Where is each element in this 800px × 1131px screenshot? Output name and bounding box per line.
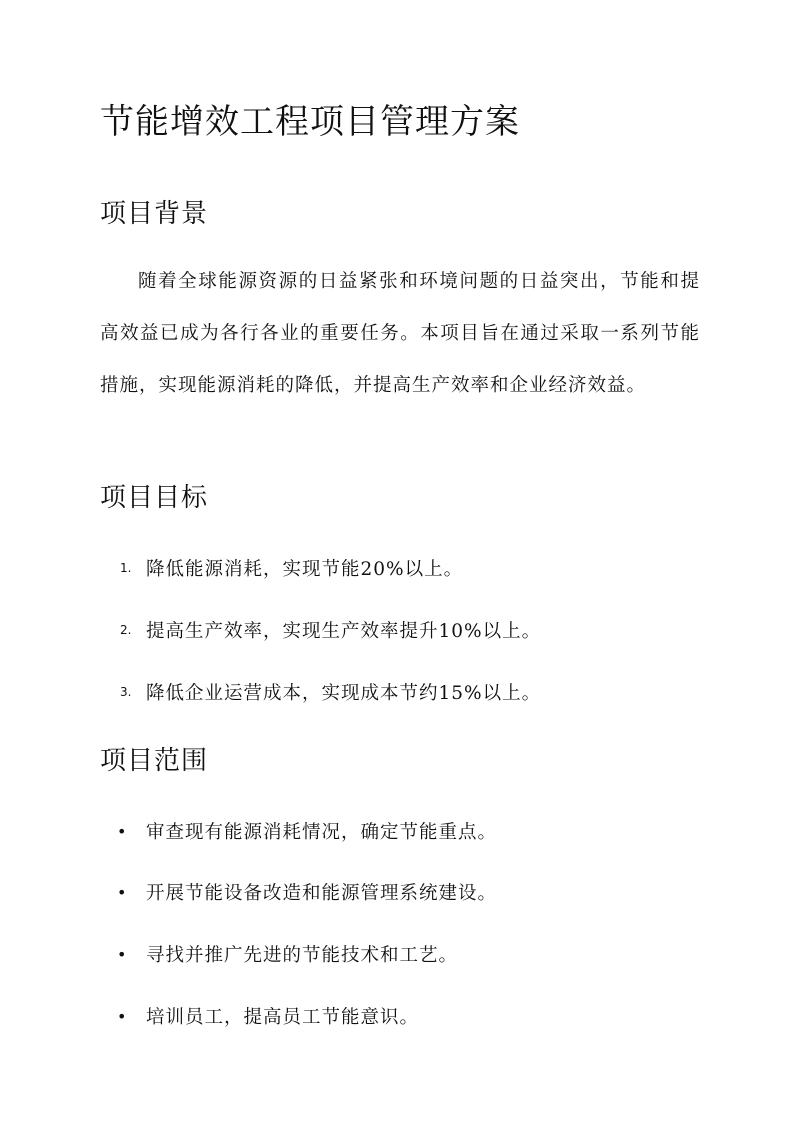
goal-text: 提高生产效率，实现生产效率提升10%以上。 xyxy=(146,621,542,642)
scope-text: 开展节能设备改造和能源管理系统建设。 xyxy=(146,883,498,904)
list-number: 1. xyxy=(120,561,132,575)
section-heading-goals: 项目目标 xyxy=(100,483,209,513)
bullet-icon: • xyxy=(117,821,127,841)
scope-list-item xyxy=(100,877,497,907)
scope-list-item xyxy=(100,1001,419,1031)
document-title: 节能增效工程项目管理方案 xyxy=(100,102,520,142)
goal-list-item xyxy=(100,677,541,707)
bullet-icon: • xyxy=(117,882,127,902)
background-paragraph: 随着全球能源资源的日益紧张和环境问题的日益突出，节能和提高效益已成为各行各业的重要任务。本项目旨在通过采取一系列节能措施，实现能源消耗的降低，并提高生产效率和企业经济效益。 xyxy=(100,271,700,396)
goal-text: 降低能源消耗，实现节能20%以上。 xyxy=(146,559,464,580)
scope-text: 审查现有能源消耗情况，确定节能重点。 xyxy=(146,822,498,843)
list-number: 3. xyxy=(120,685,132,699)
scope-text: 培训员工，提高员工节能意识。 xyxy=(146,1007,420,1028)
goal-text: 降低企业运营成本，实现成本节约15%以上。 xyxy=(146,683,542,704)
list-number: 2. xyxy=(120,623,132,637)
section-heading-scope: 项目范围 xyxy=(100,746,209,776)
goal-list-item xyxy=(100,615,541,645)
bullet-icon: • xyxy=(117,944,127,964)
scope-list-item xyxy=(100,816,497,846)
bullet-icon: • xyxy=(117,1006,127,1026)
scope-text: 寻找并推广先进的节能技术和工艺。 xyxy=(146,945,459,966)
section-heading-background: 项目背景 xyxy=(100,199,209,229)
goal-list-item xyxy=(100,553,463,583)
scope-list-item xyxy=(100,939,458,969)
